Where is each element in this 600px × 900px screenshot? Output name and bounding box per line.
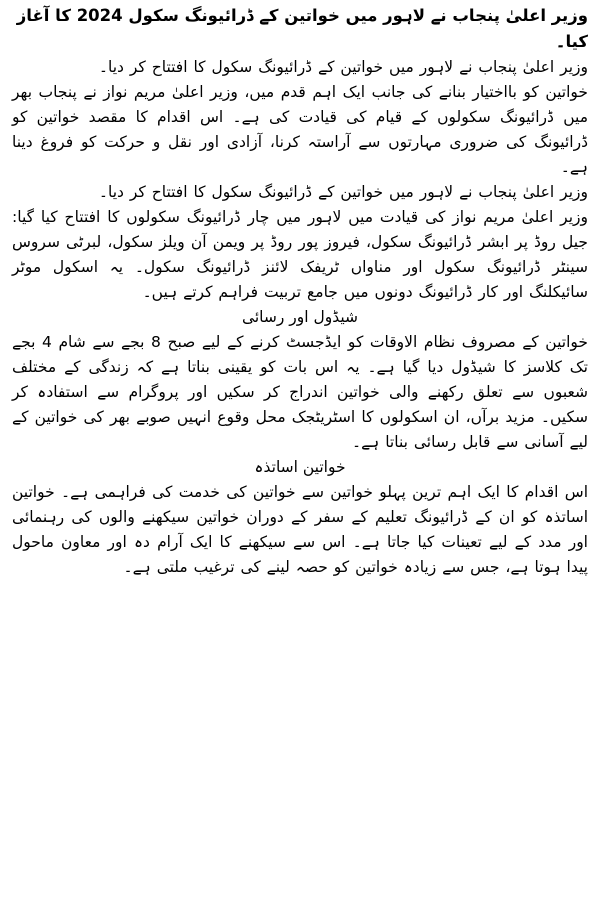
instructors-paragraph: اس اقدام کا ایک اہم ترین پہلو خواتین سے خواتین کی خدمت کی فراہمی ہے۔ خواتین اساتذہ کو ان کے ڈرائیونگ تعلیم کے سفر کے دوران خواتین سیکھنے والوں کی رہنمائی اور مدد کے لیے تعینات کیا جاتا ہے۔ اس سے سیکھنے کا ایک آرام دہ اور معاون ماحول پیدا ہوتا ہے، جس سے زیادہ خواتین کو حصہ لینے کی ترغیب ملتی ہے۔ <box>12 483 588 576</box>
intro-lead: وزیر اعلیٰ پنجاب نے لاہور میں خواتین کے ڈرائیونگ سکول کا افتتاح کر دیا۔ <box>98 58 588 76</box>
intro-paragraph: خواتین کو بااختیار بنانے کی جانب ایک اہم قدم میں، وزیر اعلیٰ مریم نواز نے پنجاب بھر میں ڈرائیونگ سکولوں کے قیام کی قیادت کی ہے۔ اس اقدام کا مقصد خواتین کو ڈرائیونگ کی ضروری مہارتوں سے آراستہ کرنا، آزادی اور نقل و حرکت کو فروغ دینا ہے۔ <box>12 83 588 176</box>
inauguration-lead: وزیر اعلیٰ پنجاب نے لاہور میں خواتین کے ڈرائیونگ سکول کا افتتاح کر دیا۔ <box>98 183 588 201</box>
inauguration-paragraph: وزیر اعلیٰ مریم نواز کی قیادت میں لاہور میں چار ڈرائیونگ سکولوں کا افتتاح کیا گیا: جیل روڈ پر ابشر ڈرائیونگ سکول، فیروز پور روڈ پر ویمن آن ویلز سکول، لبرٹی سروس سینٹر ڈرائیونگ سکول اور مناواں ٹریفک لائنز ڈرائیونگ سکول۔ یہ اسکول موٹر سائیکلنگ اور کار ڈرائیونگ دونوں میں جامع تربیت فراہم کرتے ہیں۔ <box>12 208 588 301</box>
article-title: وزیر اعلیٰ پنجاب نے لاہور میں خواتین کے ڈرائیونگ سکول 2024 کا آغاز کیا۔ <box>16 6 588 51</box>
schedule-paragraph: خواتین کے مصروف نظام الاوقات کو ایڈجسٹ کرنے کے لیے صبح 8 بجے سے شام 4 بجے تک کلاسز کا شیڈول دیا گیا ہے۔ یہ اس بات کو یقینی بناتا ہے کہ زندگی کے مختلف شعبوں سے تعلق رکھنے والی خواتین اندراج کر سکیں اور پروگرام سے استفادہ کر سکیں۔ مزید برآں، ان اسکولوں کا اسٹریٹجک محل وقوع انہیں صوبے بھر کی خواتین کے لیے آسانی سے قابل رسائی بناتا ہے۔ <box>12 333 588 451</box>
schedule-heading: شیڈول اور رسائی <box>241 308 359 326</box>
instructors-heading: خواتین اساتذہ <box>254 458 346 476</box>
